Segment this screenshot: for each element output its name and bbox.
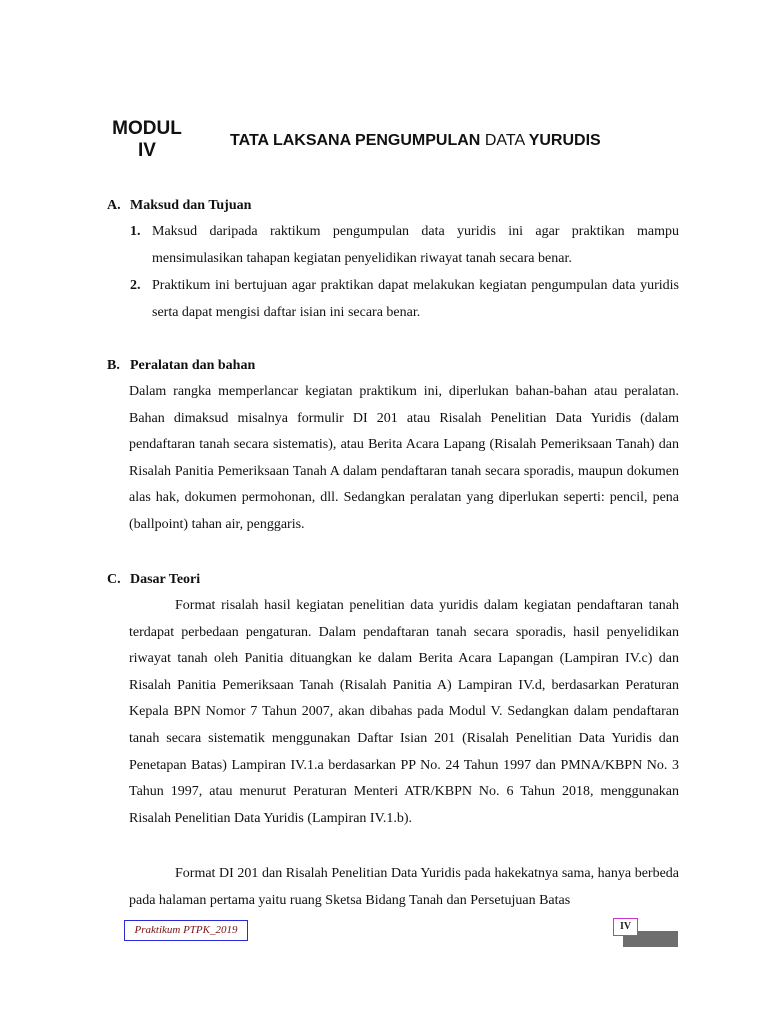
section-c-paragraph-2: Format DI 201 dan Risalah Penelitian Data Yuridis pada hakekatnya sama, hanya berbeda pada halaman pertama yaitu ruang Sketsa Bidang Tanah dan Persetujuan Batas (129, 866, 679, 908)
section-a-title: Maksud dan Tujuan (130, 198, 252, 213)
list-item-text: Maksud daripada raktikum pengumpulan data yuridis ini agar praktikan mampu mensimulasikan tahapan kegiatan penyelidikan riwayat tanah secara benar. (152, 224, 679, 266)
modul-label (103, 118, 191, 162)
modul-word: MODUL (112, 118, 182, 139)
section-c-letter: C. (107, 572, 121, 587)
list-item (130, 218, 679, 272)
section-c-heading (107, 571, 200, 589)
section-c-paragraph-1: Format risalah hasil kegiatan penelitian data yuridis dalam kegiatan pendaftaran tanah terdapat perbedaan pengaturan. Dalam pendaftaran tanah secara sporadis, hasil penyelidikan riwayat tanah oleh Panitia dituangkan ke dalam Berita Acara Lapangan (Lampiran IV.c) dan Risalah Panitia Pemeriksaan Tanah (Risalah Panitia A) Lampiran IV.d, berdasarkan Peraturan Kepala BPN Nomor 7 Tahun 2007, akan dibahas pada Modul V. Sedangkan dalam pendaftaran tanah secara sistematik menggunakan Daftar Isian 201 (Risalah Penelitian Data Yuridis dan Penetapan Batas) Lampiran IV.1.a berdasarkan PP No. 24 Tahun 1997 dan PMNA/KBPN No. 3 Tahun 1997, atau menurut Peraturan Menteri ATR/KBPN No. 6 Tahun 2018, menggunakan Risalah Penelitian Data Yuridis (Lampiran IV.1.b). (129, 598, 679, 826)
section-c-title: Dasar Teori (130, 572, 201, 587)
title-part-3: YURUDIS (528, 132, 601, 149)
section-b-heading (107, 357, 255, 375)
section-b-paragraph: Dalam rangka memperlancar kegiatan praktikum ini, diperlukan bahan-bahan atau peralatan. Bahan dimaksud misalnya formulir DI 201 atau Risalah Penelitian Data Yuridis (dalam pendaftaran tanah secara sistematis), atau Berita Acara Lapang (Risalah Pemeriksaan Tanah) dan Risalah Panitia Pemeriksaan Tanah A dalam pendaftaran tanah secara sporadis, maupun dokumen alas hak, dokumen permohonan, dll. Sedangkan peralatan yang diperlukan seperti: pencil, pena (ballpoint) tahan air, penggaris. (129, 384, 679, 532)
section-a-heading (107, 197, 251, 215)
title-part-2: DATA (484, 132, 525, 149)
section-b-letter: B. (107, 358, 120, 373)
title-part-1: TATA LAKSANA PENGUMPULAN (230, 132, 481, 149)
page-number: IV (613, 918, 638, 936)
page-title (230, 132, 601, 150)
list-item-number: 2. (130, 278, 141, 293)
footer-label: Praktikum PTPK_2019 (124, 920, 248, 941)
list-item-number: 1. (130, 224, 141, 239)
list-item-text: Praktikum ini bertujuan agar praktikan dapat melakukan kegiatan pengumpulan data yuridis serta dapat mengisi daftar isian ini secara benar. (152, 278, 679, 320)
list-item (130, 272, 679, 326)
section-a-letter: A. (107, 198, 121, 213)
modul-number: IV (138, 140, 156, 161)
section-b-title: Peralatan dan bahan (130, 358, 256, 373)
